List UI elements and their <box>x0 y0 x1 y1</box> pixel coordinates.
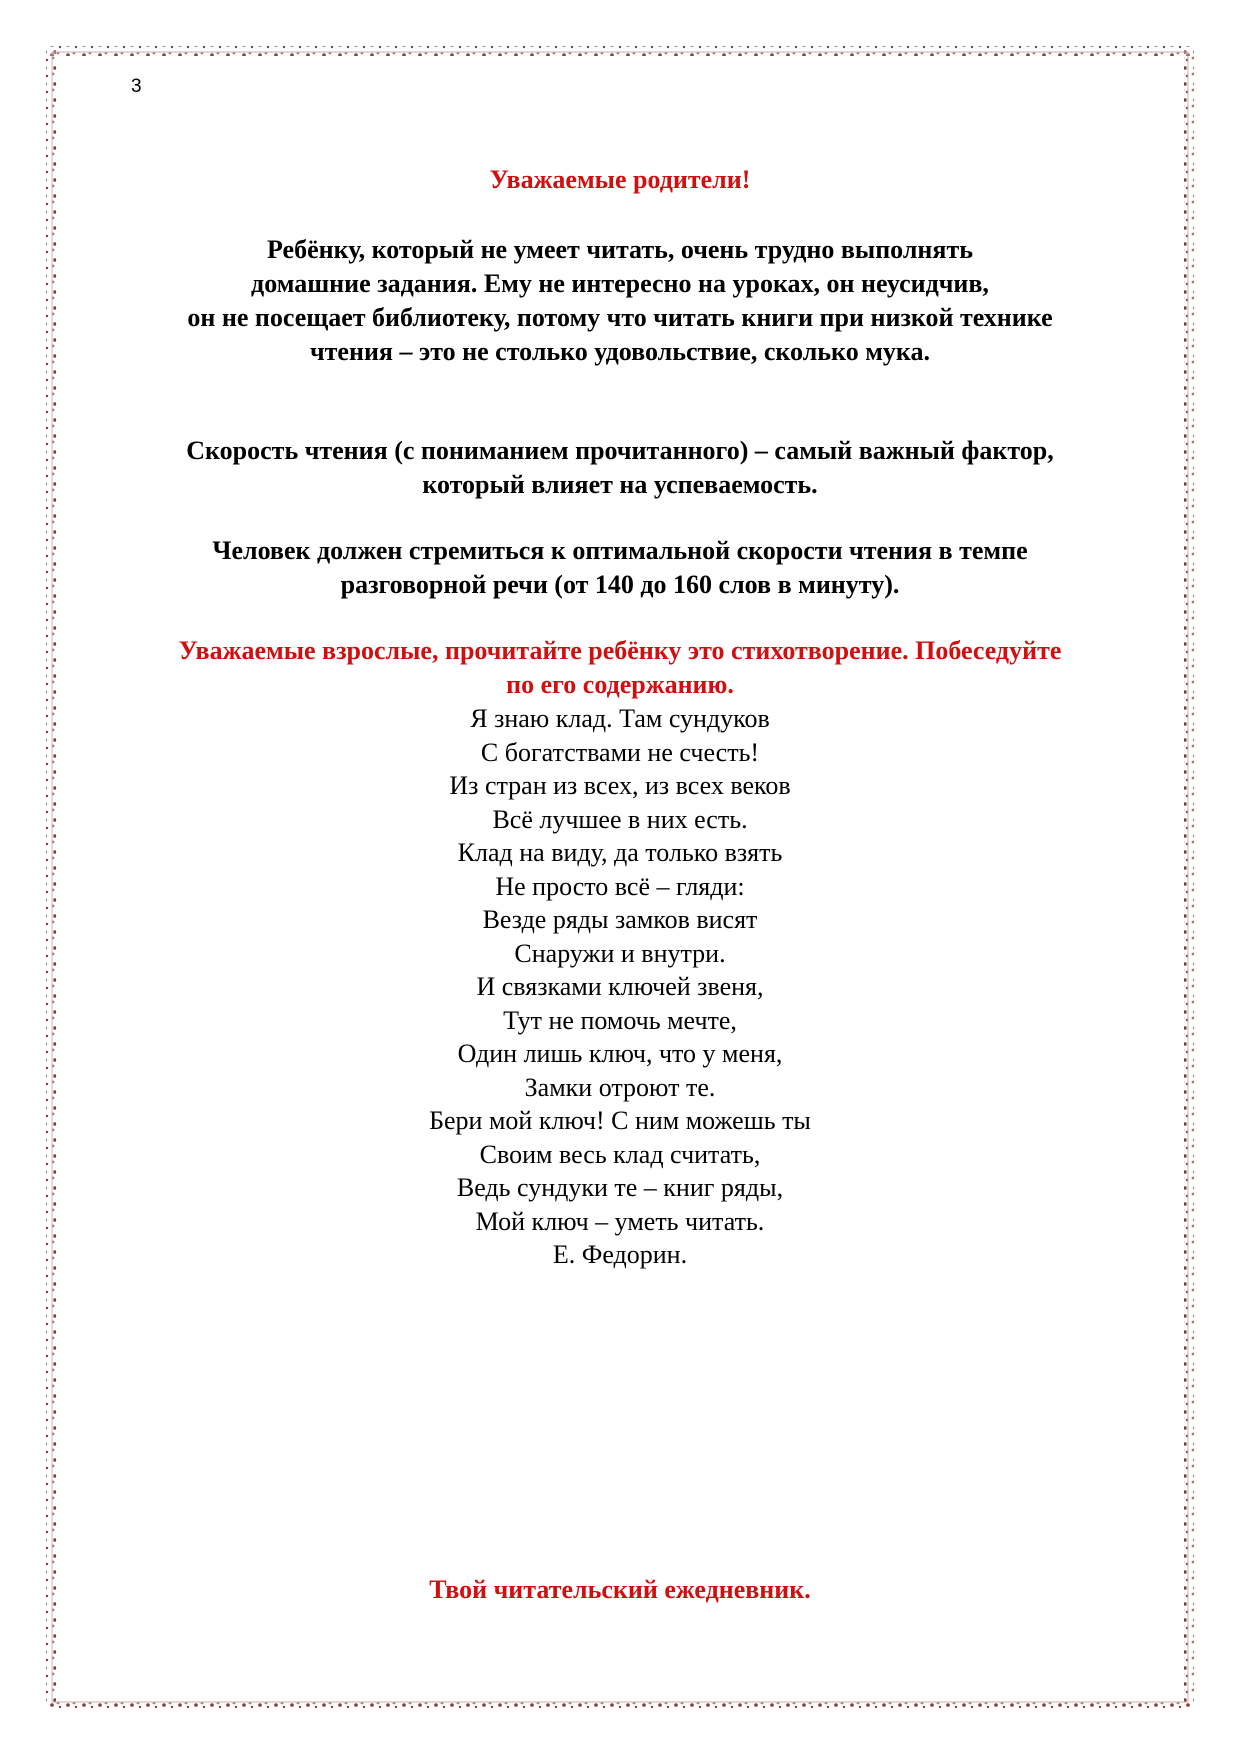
poem-line: Из стран из всех, из всех веков <box>449 771 791 800</box>
poem-line: Один лишь ключ, что у меня, <box>457 1039 783 1068</box>
poem-line: Замки отроют те. <box>524 1072 716 1102</box>
poem-line: Ведь сундуки те – книг ряды, <box>456 1173 784 1202</box>
poem-line: Бери мой ключ! С ним можешь ты <box>429 1106 811 1135</box>
speed-paragraph <box>140 434 1100 502</box>
page-number: 3 <box>131 76 142 97</box>
intro-line: он не посещает библиотеку, потому что читать книги при низкой технике <box>187 303 1053 332</box>
intro-paragraph <box>140 233 1100 369</box>
tempo-line: разговорной речи (от 140 до 160 слов в минуту). <box>340 570 900 599</box>
intro-line: домашние задания. Ему не интересно на уроках, он неусидчив, <box>251 269 989 298</box>
poem-line: Я знаю клад. Там сундуков <box>470 704 770 733</box>
intro-line: Ребёнку, который не умеет читать, очень трудно выполнять <box>267 235 973 264</box>
poem-line: Своим весь клад считать, <box>479 1139 761 1169</box>
poem-line: Мой ключ – уметь читать. <box>475 1206 765 1236</box>
poem-line: Везде ряды замков висят <box>482 905 758 934</box>
poem-line: С богатствами не счесть! <box>480 737 760 767</box>
poem-line: Не просто всё – гляди: <box>495 871 745 901</box>
heading-text: Уважаемые родители! <box>489 165 751 194</box>
appeal-line: по его содержанию. <box>506 670 734 699</box>
poem-line: И связками ключей звеня, <box>476 972 764 1001</box>
poem-line: Клад на виду, да только взять <box>457 838 783 867</box>
speed-line: который влияет на успеваемость. <box>422 470 818 499</box>
appeal-paragraph <box>140 634 1100 702</box>
poem-line: Всё лучшее в них есть. <box>492 804 748 834</box>
poem <box>140 702 1100 1272</box>
tempo-paragraph <box>140 534 1100 602</box>
speed-line: Скорость чтения (с пониманием прочитанного) – самый важный фактор, <box>186 436 1054 465</box>
poem-author: Е. Федорин. <box>552 1240 688 1269</box>
page-heading <box>140 163 1100 197</box>
poem-line: Тут не помочь мечте, <box>503 1005 737 1035</box>
footer-text: Твой читательский ежедневник. <box>429 1575 811 1604</box>
tempo-line: Человек должен стремиться к оптимальной скорости чтения в темпе <box>212 536 1028 565</box>
poem-line: Снаружи и внутри. <box>514 938 726 968</box>
footer-title <box>140 1573 1100 1607</box>
appeal-line: Уважаемые взрослые, прочитайте ребёнку это стихотворение. Побеседуйте <box>178 636 1062 665</box>
intro-line: чтения – это не столько удовольствие, сколько мука. <box>310 337 930 366</box>
